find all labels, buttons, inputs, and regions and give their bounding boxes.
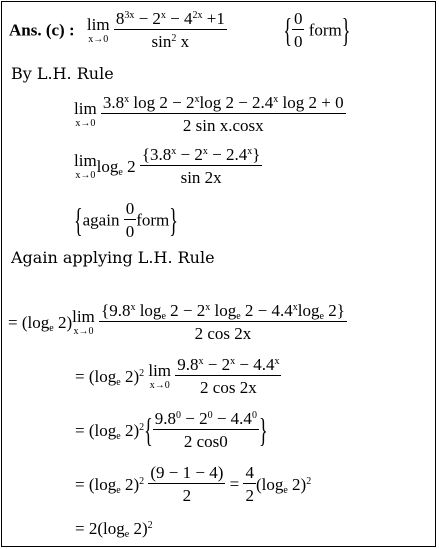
line-5: = ($\log_e$ 2) lim x→0 $\frac{\{9.8^x \log_e 2 - 2^x \log_e 2 - 4.4^x\log_e 2\}}{2 \cos 2x}$	[8, 301, 345, 343]
line-2	[74, 94, 346, 134]
line-8: = ($\log_e$ 2)$^2$ $\frac{(9 - 1 - 4)}{2}$ = $\frac{4}{2}$ ($\log_e$ 2)$^2$	[75, 463, 312, 505]
line-9: = $2(\log_e$ 2)$^2$	[75, 519, 153, 540]
line-4: {again $\frac{0}{0}$ form}	[74, 199, 178, 241]
fraction: $\frac{3.8^x \log 2 - 2^x\log 2 - 2.4^x \log 2 + 0}{\text{2 sin x.cosx}}$	[102, 93, 344, 135]
left-brace: {	[283, 11, 292, 49]
form-label: form	[308, 20, 342, 40]
answer-label: Ans. (c) :	[9, 20, 75, 40]
line-1	[9, 10, 350, 50]
form-fraction: $\frac{0}{0}$	[293, 9, 303, 51]
again-lh-rule: Again applying L.H. Rule	[11, 248, 215, 267]
limit: lim x→0	[74, 150, 97, 181]
line-7: = ($\log_e$ 2)$^2${ $\frac{9.8^0 - 2^0 - 4.4^0}{2 \cos 0}$ }	[75, 409, 268, 451]
line-6: = ($\log_e$ 2)$^2$ lim x→0 $\frac{9.8^x - 2^x - 4.4^x}{2 \cos 2x}$	[75, 355, 280, 397]
line-3: lim x→0 $\log_e 2$ $\frac{\{3.8^x - 2^x - 2.4^x\}}{\sin 2x}$	[74, 145, 261, 187]
by-lh-rule: By L.H. Rule	[11, 64, 114, 83]
fraction: $\frac{8^{3x} - 2^x - 4^{2x} +1}{\sin^2 x}$	[115, 9, 225, 51]
limit: lim x→0	[74, 98, 97, 129]
right-brace: }	[341, 11, 351, 49]
limit: lim x→0	[86, 14, 110, 45]
answer-box	[1, 1, 436, 547]
fraction: $\frac{\{3.8^x - 2^x - 2.4^x\}}{\sin 2x}$	[141, 145, 261, 187]
